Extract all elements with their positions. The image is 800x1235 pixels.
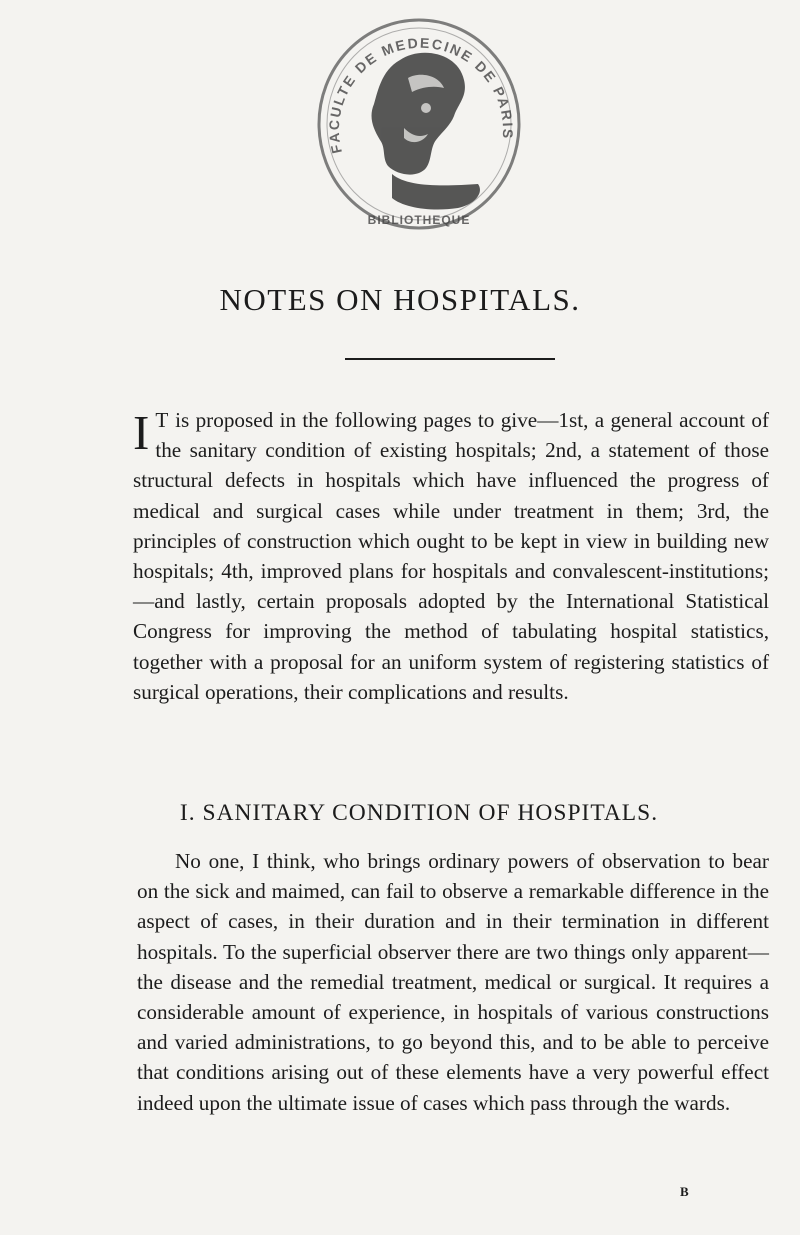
title-rule <box>345 358 555 360</box>
intro-lead: T <box>155 408 169 432</box>
svg-text:FACULTE DE MEDECINE DE PARIS: FACULTE DE MEDECINE DE PARIS <box>325 34 517 156</box>
signature-mark: B <box>680 1184 690 1199</box>
library-stamp <box>308 8 530 230</box>
drop-cap: I <box>133 405 150 460</box>
page-title: NOTES ON HOSPITALS. <box>219 282 581 317</box>
stamp-label: BIBLIOTHEQUE <box>367 213 471 227</box>
section-heading: I. SANITARY CONDITION OF HOSPITALS. <box>179 800 659 826</box>
intro-paragraph <box>133 405 769 707</box>
section-paragraph: No one, I think, who brings ordinary powers of observation to bear on the sick and maimed, can fail to observe a remarkable difference in the aspect of cases, in their duration and in their termination in different hospitals. To the superficial observer there are two things only apparent—the disease and the remedial treatment, medical or surgical. It requires a considerable amount of experience, in hospitals of various constructions and varied administrations, to go beyond this, and to be able to perceive that conditions arising out of these elements have a very powerful effect indeed upon the ultimate issue of cases which pass through the wards. <box>137 849 769 1115</box>
intro-text: is proposed in the following pages to give—1st, a general account of the sanitary condition of existing hospitals; 2nd, a statement of those structural defects in hospitals which have influenced the progress of medical and surgical cases while under treatment in them; 3rd, the principles of construction which ought to be kept in view in building new hospitals; 4th, improved plans for hospitals and convalescent-institutions;—and lastly, certain proposals adopted by the International Statistical Congress for improving the method of tabulating hospital statistics, together with a proposal for an uniform system of registering statistics of surgical operations, their complications and results. <box>133 408 769 704</box>
